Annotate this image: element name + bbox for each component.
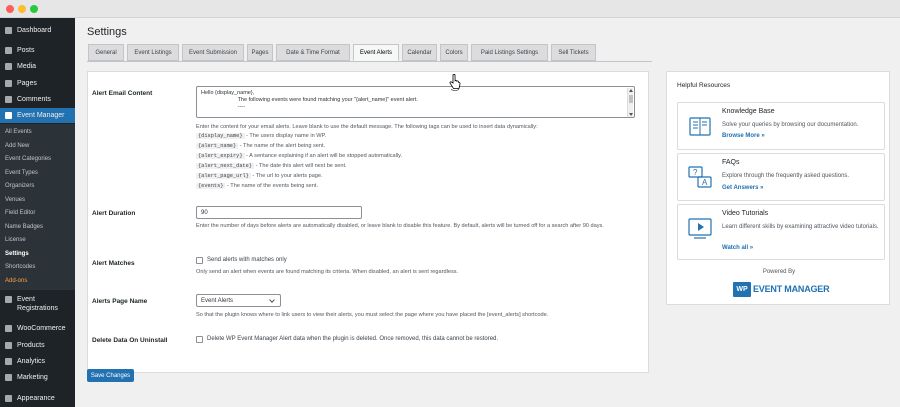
- tag-code: {alert_page_url}: [198, 173, 249, 179]
- tag-desc: - The name of the alert being sent.: [238, 143, 326, 149]
- card-description: Explore through the frequently asked questions.: [722, 173, 850, 179]
- svg-text:?: ?: [693, 168, 698, 177]
- tab-date-time-format[interactable]: Date & Time Format: [276, 44, 350, 61]
- scroll-up-icon[interactable]: [629, 89, 633, 92]
- tag-desc: - The url to your alerts page.: [250, 173, 323, 179]
- tab-sell-tickets[interactable]: Sell Tickets: [551, 44, 596, 61]
- chevron-down-icon: [269, 297, 275, 303]
- event-manager-submenu: [0, 124, 75, 290]
- registrations-icon: [4, 295, 13, 304]
- comments-icon: [4, 95, 13, 104]
- logo-mark: WP: [733, 282, 751, 297]
- helpful-resources-panel: [666, 71, 890, 305]
- submenu-all-events[interactable]: All Events: [5, 129, 32, 135]
- tag-code: {events}: [198, 183, 224, 189]
- sidebar-item-event-manager[interactable]: [0, 108, 75, 123]
- pages-icon: [4, 79, 13, 88]
- sidebar-item-label: Comments: [17, 95, 51, 103]
- save-changes-button[interactable]: Save Changes: [87, 369, 134, 382]
- alert-duration-input[interactable]: 90: [196, 206, 362, 219]
- watch-all-link[interactable]: Watch all »: [722, 245, 754, 251]
- svg-text:A: A: [702, 178, 708, 187]
- textarea-scrollbar[interactable]: [627, 88, 633, 117]
- delete-data-checkbox[interactable]: [196, 336, 203, 343]
- sidebar-item-label: Analytics: [17, 357, 46, 365]
- alert-matches-label: Alert Matches: [92, 260, 135, 267]
- sidebar-item-label: Dashboard: [17, 26, 52, 34]
- tab-event-submission[interactable]: Event Submission: [182, 44, 244, 61]
- submenu-name-badges[interactable]: Name Badges: [5, 224, 44, 230]
- tab-event-alerts[interactable]: Event Alerts: [353, 44, 399, 61]
- marketing-icon: [4, 373, 13, 382]
- delete-data-checkbox-label: Delete WP Event Manager Alert data when the plugin is deleted. Once removed, this data cannot be restored.: [207, 336, 499, 342]
- submenu-add-ons[interactable]: Add-ons: [5, 278, 28, 284]
- pin-icon: [4, 46, 13, 55]
- sidebar-item-label: Event Manager: [17, 112, 65, 119]
- sidebar-item-label: Posts: [17, 46, 35, 54]
- dashboard-icon: [4, 26, 13, 35]
- products-icon: [4, 341, 13, 350]
- sidebar-item-woocommerce[interactable]: [0, 321, 75, 335]
- sidebar-item-event-registrations[interactable]: [0, 294, 75, 316]
- faqs-card: [677, 153, 885, 201]
- tag-row: [196, 153, 402, 159]
- tag-desc: - The name of the events being sent.: [225, 183, 318, 189]
- resources-title: Helpful Resources: [677, 82, 731, 89]
- sidebar-item-label: WooCommerce: [17, 324, 66, 332]
- alert-matches-description: Only send an alert when events are found matching its criteria. When disabled, an alert is sent regardless.: [196, 269, 459, 275]
- tag-desc: - The users display name in WP.: [244, 133, 327, 139]
- matches-only-label: Send alerts with matches only: [207, 257, 287, 263]
- sidebar-item-label: Marketing: [17, 373, 48, 381]
- alert-duration-description: Enter the number of days before alerts are automatically disabled, or leave blank to disable this feature. By default, alerts will be turned off for a search after 90 days.: [196, 223, 604, 229]
- sidebar-item-marketing[interactable]: [0, 370, 75, 384]
- submenu-settings[interactable]: Settings: [5, 251, 29, 257]
- faq-icon: [686, 163, 714, 191]
- card-description: Learn different skills by examining attractive video tutorials.: [722, 224, 879, 230]
- card-title: Knowledge Base: [722, 108, 775, 115]
- tag-row: [196, 183, 318, 189]
- submenu-field-editor[interactable]: Field Editor: [5, 210, 36, 216]
- card-title: FAQs: [722, 159, 740, 166]
- alerts-page-select[interactable]: [196, 294, 281, 307]
- browse-more-link[interactable]: Browse More »: [722, 133, 765, 139]
- sidebar-item-dashboard[interactable]: [0, 23, 75, 37]
- tab-pages[interactable]: Pages: [247, 44, 273, 61]
- submenu-shortcodes[interactable]: Shortcodes: [5, 264, 36, 270]
- close-window-button[interactable]: [6, 5, 14, 13]
- tag-row: [196, 133, 326, 139]
- tag-row: [196, 143, 325, 149]
- sidebar-item-label: Event Registrations: [17, 296, 58, 312]
- analytics-icon: [4, 357, 13, 366]
- email-content-label: Alert Email Content: [92, 90, 153, 97]
- page-title: Settings: [87, 26, 127, 38]
- tag-code: {alert_next_date}: [198, 163, 253, 169]
- delete-data-label: Delete Data On Uninstall: [92, 337, 168, 344]
- video-tutorial-icon: [686, 214, 714, 242]
- calendar-icon: [4, 111, 13, 120]
- submenu-license[interactable]: License: [5, 237, 26, 243]
- email-content-textarea[interactable]: [196, 86, 635, 118]
- minimize-window-button[interactable]: [18, 5, 26, 13]
- submenu-event-categories[interactable]: Event Categories: [5, 156, 52, 162]
- window-titlebar: [0, 0, 900, 18]
- hand-pointer-icon: [448, 74, 462, 92]
- appearance-icon: [4, 394, 13, 403]
- sidebar-item-label: Media: [17, 62, 37, 70]
- tag-row: [196, 173, 323, 179]
- card-title: Video Tutorials: [722, 210, 769, 217]
- submenu-event-types[interactable]: Event Types: [5, 170, 38, 176]
- submenu-venues[interactable]: Venues: [5, 197, 26, 203]
- tag-code: {alert_expiry}: [198, 153, 243, 159]
- sidebar-item-appearance[interactable]: [0, 391, 75, 405]
- tag-code: {display_name}: [198, 133, 243, 139]
- sidebar-item-label: Pages: [17, 79, 37, 87]
- tab-general[interactable]: General: [88, 44, 124, 61]
- settings-form: [87, 71, 649, 373]
- tab-colors[interactable]: Colors: [440, 44, 468, 61]
- woocommerce-icon: [4, 324, 13, 333]
- email-content-description: Enter the content for your email alerts. Leave blank to use the default message. The following tags can be used to insert data dynamically:: [196, 124, 538, 130]
- alert-duration-label: Alert Duration: [92, 210, 136, 217]
- sidebar-item-pages[interactable]: [0, 76, 75, 90]
- sidebar-item-posts[interactable]: [0, 43, 75, 57]
- admin-sidebar: [0, 18, 75, 407]
- video-tutorials-card: [677, 204, 885, 260]
- submenu-organizers[interactable]: Organizers: [5, 183, 35, 189]
- get-answers-link[interactable]: Get Answers »: [722, 185, 764, 191]
- sidebar-item-label: Products: [17, 341, 45, 349]
- logo-text: EVENT MANAGER: [753, 284, 830, 294]
- powered-by-text: Powered By: [762, 269, 796, 275]
- tag-desc: - The date this alert will next be sent.: [254, 163, 347, 169]
- alerts-page-description: So that the plugin knows where to link users to view their alerts, you must select the page where you have placed the [event_alerts] shortcode.: [196, 312, 549, 318]
- alerts-page-selected: Event Alerts: [201, 297, 234, 304]
- submenu-add-new[interactable]: Add New: [5, 143, 30, 149]
- matches-only-checkbox[interactable]: [196, 257, 203, 264]
- alerts-page-label: Alerts Page Name: [92, 298, 148, 305]
- sidebar-item-comments[interactable]: [0, 92, 75, 106]
- tag-code: {alert_name}: [198, 143, 237, 149]
- scroll-thumb[interactable]: [629, 95, 633, 103]
- email-content-text: Hello {display_name}, The following events were found matching your "{alert_name}" event alert. ----: [201, 90, 418, 110]
- media-icon: [4, 62, 13, 71]
- scroll-down-icon[interactable]: [629, 113, 633, 116]
- maximize-window-button[interactable]: [30, 5, 38, 13]
- card-description: Solve your queries by browsing our documentation.: [722, 122, 859, 128]
- tab-paid-listings-settings[interactable]: Paid Listings Settings: [471, 44, 548, 61]
- sidebar-item-analytics[interactable]: [0, 354, 75, 368]
- knowledge-base-icon: [686, 112, 714, 140]
- tab-calendar[interactable]: Calendar: [402, 44, 437, 61]
- tab-event-listings[interactable]: Event Listings: [127, 44, 179, 61]
- sidebar-item-media[interactable]: [0, 59, 75, 73]
- tag-desc: - A sentance explaining if an alert will be stopped automatically.: [244, 153, 403, 159]
- main-content: [75, 18, 900, 407]
- tag-row: [196, 163, 347, 169]
- wp-event-manager-logo[interactable]: [733, 280, 829, 298]
- sidebar-item-label: Appearance: [17, 394, 55, 402]
- tabs-divider: [87, 61, 652, 62]
- sidebar-item-products[interactable]: [0, 338, 75, 352]
- knowledge-base-card: [677, 102, 885, 150]
